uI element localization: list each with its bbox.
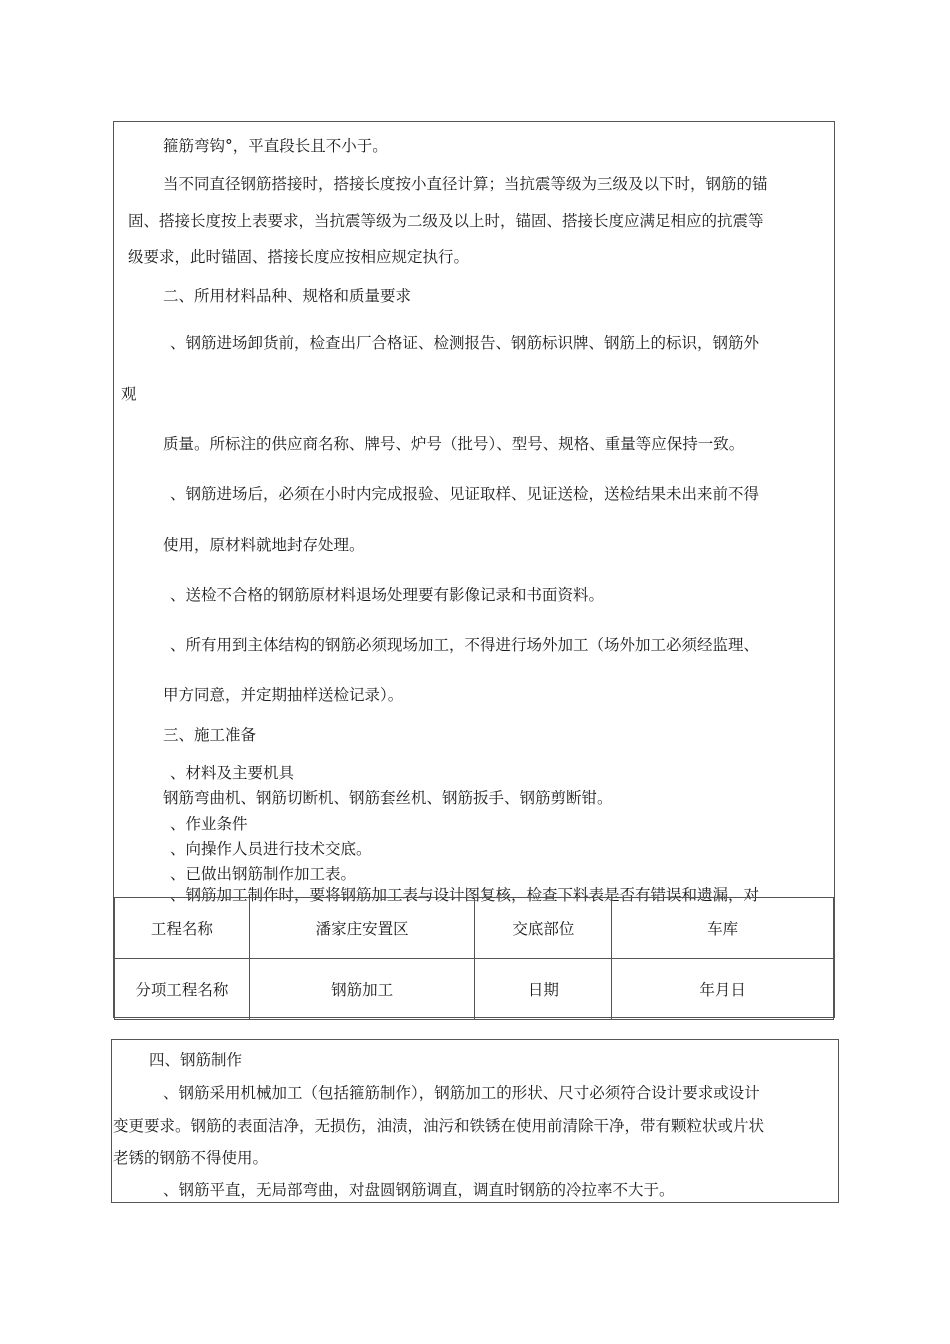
disclosure-content-box (113, 121, 835, 1018)
lap-paragraph-line-3: 级要求，此时锚固、搭接长度应按相应规定执行。 (128, 248, 470, 266)
condition-3-partial: 、钢筋加工制作时，要将钢筋加工表与设计图复核，检查下料表是否有错误和遗漏，对 (170, 886, 760, 904)
condition-1: 、向操作人员进行技术交底。 (170, 840, 372, 858)
disclosure-part-value: 车库 (612, 898, 834, 959)
section-heading-preparation: 三、施工准备 (163, 726, 257, 744)
materials-item-1-line-2: 观 (121, 385, 137, 403)
project-info-table (114, 897, 834, 1020)
preparation-sub-materials: 、材料及主要机具 (170, 764, 295, 782)
lap-paragraph-line-1: 当不同直径钢筋搭接时，搭接长度按小直径计算；当抗震等级为三级及以下时，钢筋的锚 (163, 175, 768, 193)
preparation-tools-list: 钢筋弯曲机、钢筋切断机、钢筋套丝机、钢筋扳手、钢筋剪断钳。 (163, 789, 613, 807)
section-heading-materials: 二、所用材料品种、规格和质量要求 (163, 287, 412, 305)
subproject-name-value: 钢筋加工 (249, 959, 475, 1020)
condition-2: 、已做出钢筋制作加工表。 (170, 865, 357, 883)
materials-item-4-line-2: 甲方同意，并定期抽样送检记录）。 (163, 686, 404, 704)
disclosure-part-label: 交底部位 (475, 898, 612, 959)
project-name-label: 工程名称 (115, 898, 250, 959)
info-row-project (115, 898, 834, 959)
fabrication-para-2: 、钢筋平直，无局部弯曲，对盘圆钢筋调直，调直时钢筋的冷拉率不大于。 (163, 1181, 675, 1199)
date-value: 年月日 (612, 959, 834, 1020)
preparation-sub-conditions: 、作业条件 (170, 815, 248, 833)
fabrication-para-1-line-1: 、钢筋采用机械加工（包括箍筋制作），钢筋加工的形状、尺寸必须符合设计要求或设计 (163, 1084, 760, 1102)
fabrication-para-1-line-3: 老锈的钢筋不得使用。 (113, 1149, 269, 1167)
subproject-name-label: 分项工程名称 (115, 959, 250, 1020)
materials-item-1-line-1: 、钢筋进场卸货前，检查出厂合格证、检测报告、钢筋标识牌、钢筋上的标识，钢筋外 (170, 334, 760, 352)
materials-item-3: 、送检不合格的钢筋原材料退场处理要有影像记录和书面资料。 (170, 586, 605, 604)
info-row-subproject (115, 959, 834, 1020)
materials-item-2-line-1: 、钢筋进场后，必须在小时内完成报验、见证取样、见证送检，送检结果未出来前不得 (170, 485, 760, 503)
project-name-value: 潘家庄安置区 (249, 898, 475, 959)
lap-paragraph-line-2: 固、搭接长度按上表要求，当抗震等级为二级及以上时，锚固、搭接长度应满足相应的抗震等 (128, 212, 764, 230)
materials-item-4-line-1: 、所有用到主体结构的钢筋必须现场加工，不得进行场外加工（场外加工必须经监理、 (170, 636, 760, 654)
materials-item-2-line-2: 使用，原材料就地封存处理。 (163, 536, 365, 554)
stirrup-requirement: 箍筋弯钩°，平直段长且不小于。 (163, 137, 388, 155)
date-label: 日期 (475, 959, 612, 1020)
fabrication-section-box (111, 1039, 839, 1203)
materials-item-1-line-3: 质量。所标注的供应商名称、牌号、炉号（批号）、型号、规格、重量等应保持一致。 (163, 435, 745, 453)
fabrication-para-1-line-2: 变更要求。钢筋的表面洁净，无损伤，油渍，油污和铁锈在使用前清除干净，带有颗粒状或片状 (113, 1117, 765, 1135)
section-heading-fabrication: 四、钢筋制作 (149, 1051, 243, 1069)
